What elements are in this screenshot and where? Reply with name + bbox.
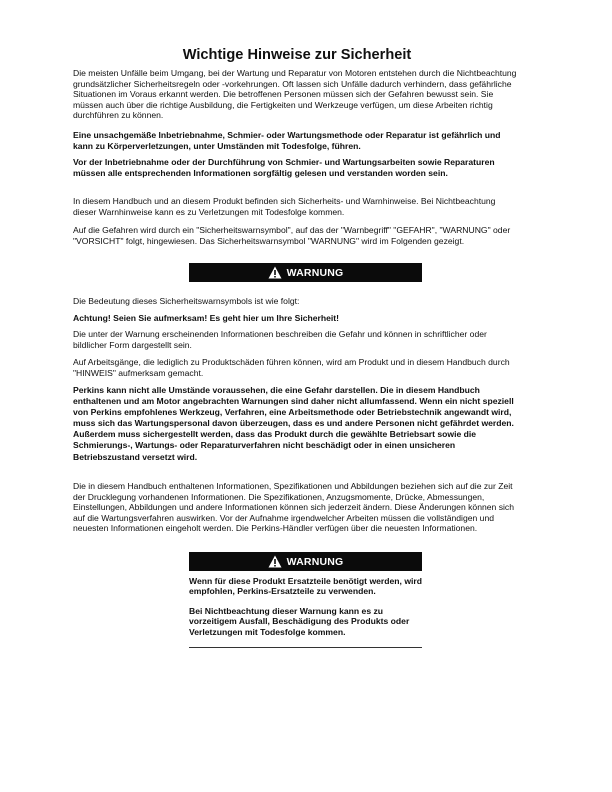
- perkins-disclaimer-paragraph: Perkins kann nicht alle Umstände voraussehen, die eine Gefahr darstellen. Die in diesem Handbuch enthaltenen und am Motor angebrachten Warnungen sind daher nicht allumfassend. Wenn ein nicht speziell von Perkins empfohlenes Werkzeug, Verfahren, eine Arbeitsmethode oder Betriebstechnik angewandt wird, muss sich das Wartungspersonal davon überzeugen, dass es und andere Personen nicht gefährdet werden. Außerdem muss sichergestellt werden, dass das Produkt durch die gewählte Betriebsart sowie die Schmierungs-, Wartungs- oder Reparaturverfahren nicht beschädigt oder in einen unsicheren Betriebszustand versetzt wird.: [73, 385, 514, 462]
- symbol-meaning-paragraph: Die Bedeutung dieses Sicherheitswarnsymbols ist wie folgt:: [73, 296, 300, 306]
- improper-operation-paragraph: Eine unsachgemäße Inbetriebnahme, Schmier- oder Wartungsmethode oder Reparatur ist gefährlich und kann zu Körperverletzungen, unter Umständen mit Todesfolge, führen.: [73, 130, 501, 151]
- parts-warning-banner: [189, 552, 422, 571]
- parts-warning-consequence-text: Bei Nichtbeachtung dieser Warnung kann es zu vorzeitigem Ausfall, Beschädigung des Produkts oder Verletzungen mit Todesfolge kommen.: [189, 606, 410, 637]
- warning-triangle-icon: [268, 555, 282, 568]
- parts-recommendation-text: Wenn für diese Produkt Ersatzteile benötigt werden, wird empfohlen, Perkins-Ersatzteile zu verwenden.: [189, 576, 422, 597]
- attention-paragraph: Achtung! Seien Sie aufmerksam! Es geht hier um Ihre Sicherheit!: [73, 313, 339, 323]
- page-title: Wichtige Hinweise zur Sicherheit: [182, 47, 412, 63]
- information-currency-paragraph: Die in diesem Handbuch enthaltenen Informationen, Spezifikationen und Abbildungen beziehen sich auf die zur Zeit der Drucklegung vorhandenen Informationen. Die Spezifikationen, Anzugsmomente, Drücke, Abmessungen, Einstellungen, Abbildungen und andere Informationen können sich jederzeit ändern. Diese Änderungen können sich auf die Wartungsverfahren auswirken. Vor der Aufnahme irgendwelcher Arbeiten müssen die vollständigen und neuesten Informationen eingeholt werden. Die Perkins-Händler verfügen über die neuesten Informationen.: [73, 481, 514, 534]
- notice-paragraph: Auf Arbeitsgänge, die lediglich zu Produktschäden führen können, wird am Produkt und in diesem Handbuch durch "HINWEIS" aufmerksam gemacht.: [73, 357, 510, 378]
- warning-label: WARNUNG: [286, 555, 344, 568]
- hazard-identification-paragraph: Auf die Gefahren wird durch ein "Sicherheitswarnsymbol", auf das der "Warnbegriff" "GEFAHR", "WARNUNG" oder "VORSICHT" folgt, hingewiesen. Das Sicherheitswarnsymbol "WARNUNG" wird im Folgenden gezeigt.: [73, 225, 511, 246]
- warning-banner: [189, 263, 422, 282]
- read-before-operation-paragraph: Vor der Inbetriebnahme oder der Durchführung von Schmier- und Wartungsarbeiten sowie Reparaturen müssen alle entsprechenden Informationen sorgfältig gelesen und verstanden worden sein.: [73, 157, 495, 178]
- warning-bottom-rule: [189, 647, 422, 648]
- intro-paragraph: Die meisten Unfälle beim Umgang, bei der Wartung und Reparatur von Motoren entstehen durch die Nichtbeachtung grundsätzlicher Sicherheitsregeln oder -vorkehrungen. Oft lassen sich Unfälle dadurch verhindern, dass gefährliche Situationen im Voraus erkannt werden. Die betroffenen Personen müssen sich der Gefahren bewusst sein. Sie müssen auch über die richtige Ausbildung, die Fertigkeiten und Werkzeuge verfügen, um diese Arbeiten richtig durchführen zu können.: [73, 68, 517, 121]
- warning-triangle-icon: [268, 266, 282, 279]
- safety-notes-paragraph: In diesem Handbuch und an diesem Produkt befinden sich Sicherheits- und Warnhinweise. Bei Nichtbeachtung dieser Warnhinweise kann es zu Verletzungen mit Todesfolge kommen.: [73, 196, 496, 217]
- warning-label: WARNUNG: [286, 266, 344, 279]
- warning-info-paragraph: Die unter der Warnung erscheinenden Informationen beschreiben die Gefahr und können in schriftlicher oder bildlicher Form dargestellt sein.: [73, 329, 487, 350]
